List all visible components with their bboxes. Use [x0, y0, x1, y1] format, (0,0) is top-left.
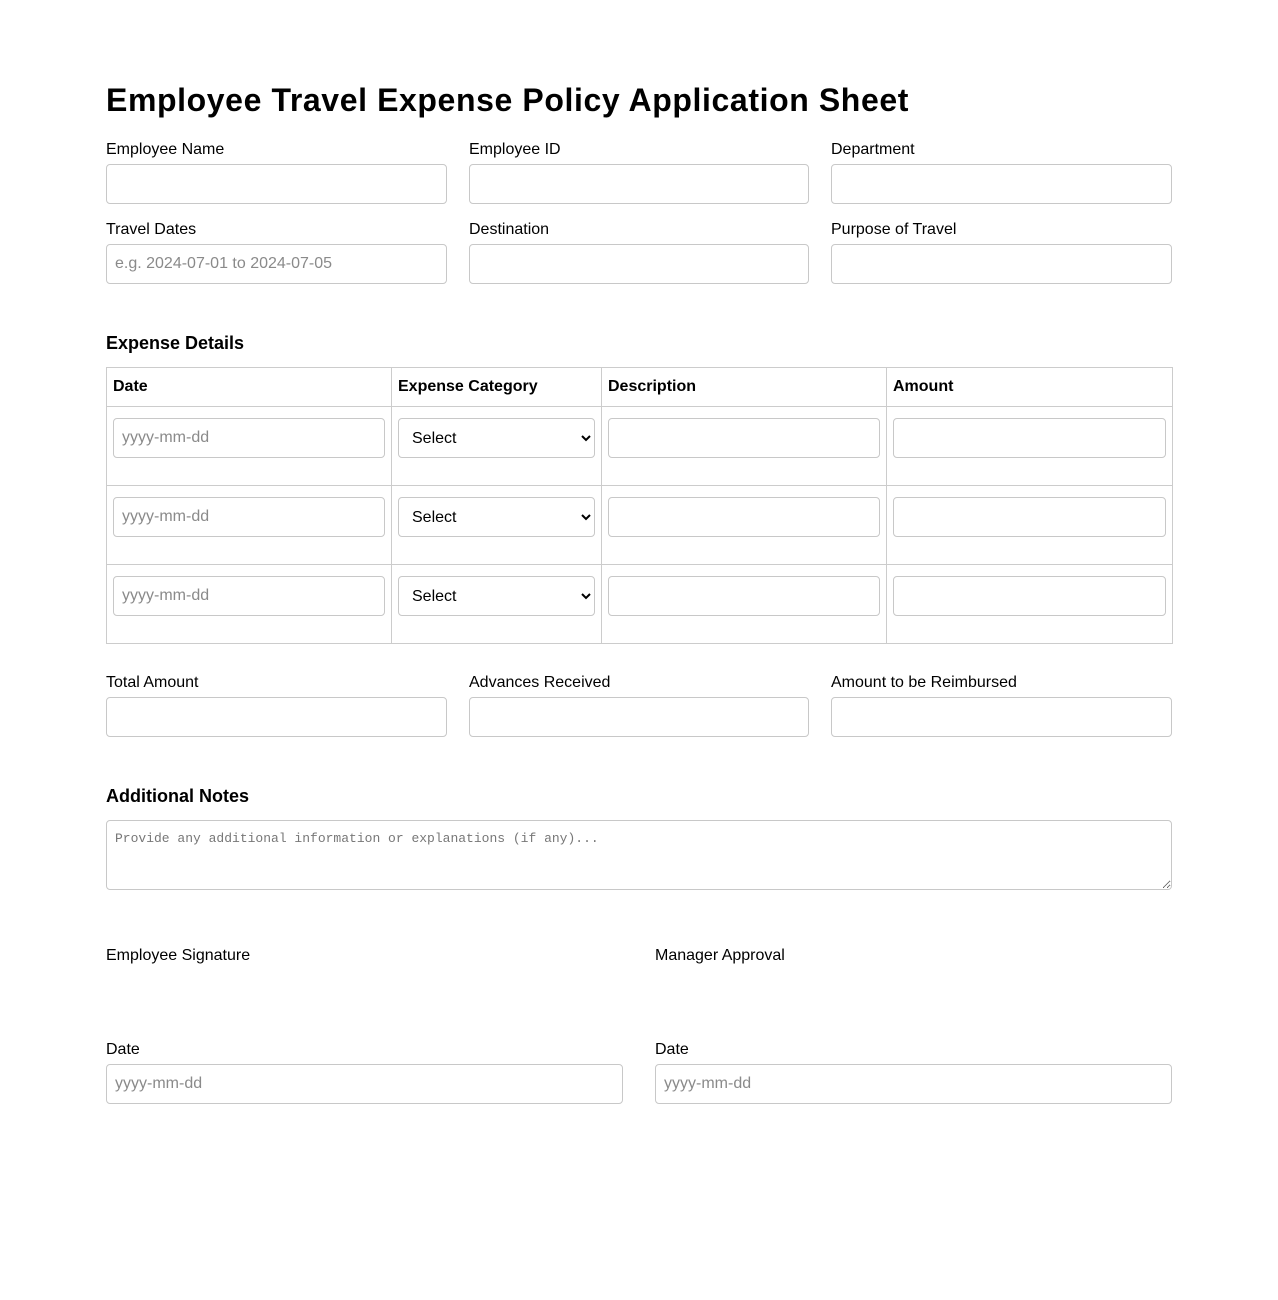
date-cell — [107, 407, 392, 486]
category-cell — [392, 565, 602, 644]
employee-signature-label: Employee Signature — [106, 947, 251, 964]
advances-input[interactable] — [469, 697, 809, 737]
expense-table — [106, 367, 1173, 644]
expense-description-input[interactable] — [608, 497, 880, 537]
column-header-category: Expense Category — [392, 368, 602, 407]
employee-date-label: Date — [106, 1041, 140, 1058]
table-row — [107, 407, 1173, 486]
advances-label: Advances Received — [469, 674, 611, 691]
date-cell — [107, 565, 392, 644]
table-row — [107, 565, 1173, 644]
expense-amount-input[interactable] — [893, 576, 1166, 616]
employee-name-label: Employee Name — [106, 141, 225, 158]
expense-description-input[interactable] — [608, 418, 880, 458]
expense-amount-input[interactable] — [893, 418, 1166, 458]
amount-cell — [887, 486, 1173, 565]
expense-date-input[interactable] — [113, 497, 385, 537]
employee-id-input[interactable] — [469, 164, 809, 204]
manager-date-input[interactable] — [655, 1064, 1172, 1104]
totals-row — [106, 673, 1172, 737]
expense-category-select[interactable] — [398, 497, 595, 537]
employee-name-field-group — [106, 140, 447, 204]
purpose-field-group — [831, 220, 1172, 284]
category-cell — [392, 486, 602, 565]
destination-field-group — [469, 220, 809, 284]
expense-description-input[interactable] — [608, 576, 880, 616]
description-cell — [602, 407, 887, 486]
manager-date-label: Date — [655, 1041, 689, 1058]
reimbursed-input[interactable] — [831, 697, 1172, 737]
expense-table-header — [107, 368, 1173, 407]
additional-notes-textarea[interactable] — [106, 820, 1172, 890]
expense-date-input[interactable] — [113, 418, 385, 458]
category-cell — [392, 407, 602, 486]
expense-date-input[interactable] — [113, 576, 385, 616]
advances-field-group — [469, 673, 809, 737]
column-header-date: Date — [107, 368, 392, 407]
total-amount-input[interactable] — [106, 697, 447, 737]
travel-dates-input[interactable] — [106, 244, 447, 284]
manager-approval-label: Manager Approval — [655, 947, 785, 964]
employee-info-row-2 — [106, 220, 1172, 284]
purpose-label: Purpose of Travel — [831, 221, 957, 238]
employee-date-input[interactable] — [106, 1064, 623, 1104]
additional-notes-heading: Additional Notes — [106, 786, 249, 806]
column-header-amount: Amount — [887, 368, 1173, 407]
destination-label: Destination — [469, 221, 550, 238]
employee-date-field-group — [106, 1040, 623, 1104]
destination-input[interactable] — [469, 244, 809, 284]
table-row — [107, 486, 1173, 565]
employee-id-label: Employee ID — [469, 141, 561, 158]
expense-amount-input[interactable] — [893, 497, 1166, 537]
description-cell — [602, 486, 887, 565]
travel-dates-field-group — [106, 220, 447, 284]
expense-category-select[interactable] — [398, 418, 595, 458]
travel-dates-label: Travel Dates — [106, 221, 197, 238]
reimbursed-label: Amount to be Reimbursed — [831, 674, 1017, 691]
employee-name-input[interactable] — [106, 164, 447, 204]
description-cell — [602, 565, 887, 644]
employee-id-field-group — [469, 140, 809, 204]
total-amount-field-group — [106, 673, 447, 737]
total-amount-label: Total Amount — [106, 674, 199, 691]
employee-info-row-1 — [106, 140, 1172, 204]
manager-date-field-group — [655, 1040, 1172, 1104]
reimbursed-field-group — [831, 673, 1172, 737]
department-input[interactable] — [831, 164, 1172, 204]
date-cell — [107, 486, 392, 565]
department-field-group — [831, 140, 1172, 204]
expense-details-heading: Expense Details — [106, 333, 245, 353]
column-header-description: Description — [602, 368, 887, 407]
purpose-input[interactable] — [831, 244, 1172, 284]
page-title: Employee Travel Expense Policy Application Sheet — [106, 82, 910, 118]
department-label: Department — [831, 141, 915, 158]
expense-category-select[interactable] — [398, 576, 595, 616]
amount-cell — [887, 407, 1173, 486]
amount-cell — [887, 565, 1173, 644]
